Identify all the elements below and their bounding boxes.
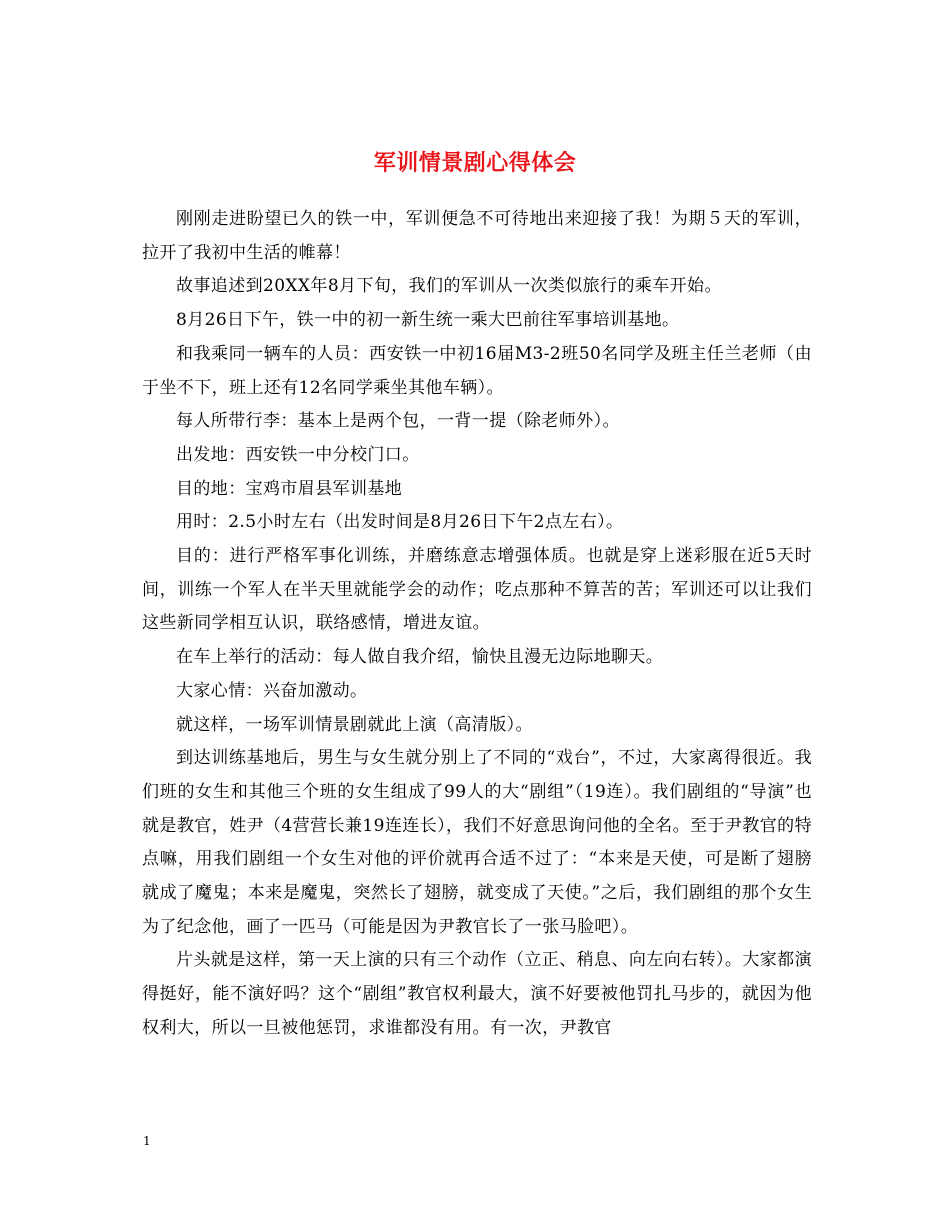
paragraph: 每人所带行李：基本上是两个包，一背一提（除老师外）。: [176, 411, 620, 432]
document-title: 军训情景剧心得体会: [373, 149, 577, 176]
paragraph: 和我乘同一辆车的人员：西安铁一中初16届M3-2班50名同学及班主任兰老师（由于坐不下，班上还有12名同学乘坐其他车辆）。: [142, 343, 812, 398]
paragraph: 目的：进行严格军事化训练，并磨练意志增强体质。也就是穿上迷彩服在近5天时间，训练一个军人在半天里就能学会的动作；吃点那种不算苦的苦；军训还可以让我们这些新同学相互认识，联络感情，增进友谊。: [142, 546, 812, 634]
paragraph: 出发地：西安铁一中分校门口。: [176, 444, 420, 465]
paragraph: 到达训练基地后，男生与女生就分别上了不同的“戏台”，不过，大家离得很近。我们班的女生和其他三个班的女生组成了99人的大“剧组”（19连）。我们剧组的“导演”也就是教官，姓尹（4营营长兼19连连长），我们不好意思询问他的全名。至于尹教官的特点嘛，用我们剧组一个女生对他的评价就再合适不过了：“本来是天使，可是断了翅膀就成了魔鬼；本来是魔鬼，突然长了翅膀，就变成了天使。”之后，我们剧组的那个女生为了纪念他，画了一匹马（可能是因为尹教官长了一张马脸吧）。: [142, 748, 812, 937]
paragraph: 目的地：宝鸡市眉县军训基地: [176, 478, 403, 499]
paragraph: 8月26日下午，铁一中的初一新生统一乘大巴前往军事培训基地。: [176, 310, 680, 331]
paragraph: 片头就是这样，第一天上演的只有三个动作（立正、稍息、向左向右转）。大家都演得挺好，能不演好吗？这个“剧组”教官权利最大，演不好要被他罚扎马步的，就因为他权利大，所以一旦被他惩罚，求谁都没有用。有一次，尹教官: [142, 950, 812, 1038]
page-number: 1: [143, 1134, 151, 1148]
paragraph: 大家心情：兴奋加激动。: [176, 680, 368, 701]
paragraph: 用时：2.5小时左右（出发时间是8月26日下午2点左右）。: [176, 512, 624, 533]
paragraph: 就这样，一场军训情景剧就此上演（高清版）。: [176, 714, 533, 735]
paragraph: 刚刚走进盼望已久的铁一中，军训便急不可待地出来迎接了我！为期５天的军训，拉开了我初中生活的帷幕！: [142, 209, 812, 263]
document-body: [142, 203, 812, 1046]
paragraph: 在车上举行的活动：每人做自我介绍，愉快且漫无边际地聊天。: [176, 647, 664, 668]
paragraph: 故事追述到20XX年8月下旬，我们的军训从一次类似旅行的乘车开始。: [176, 276, 722, 297]
